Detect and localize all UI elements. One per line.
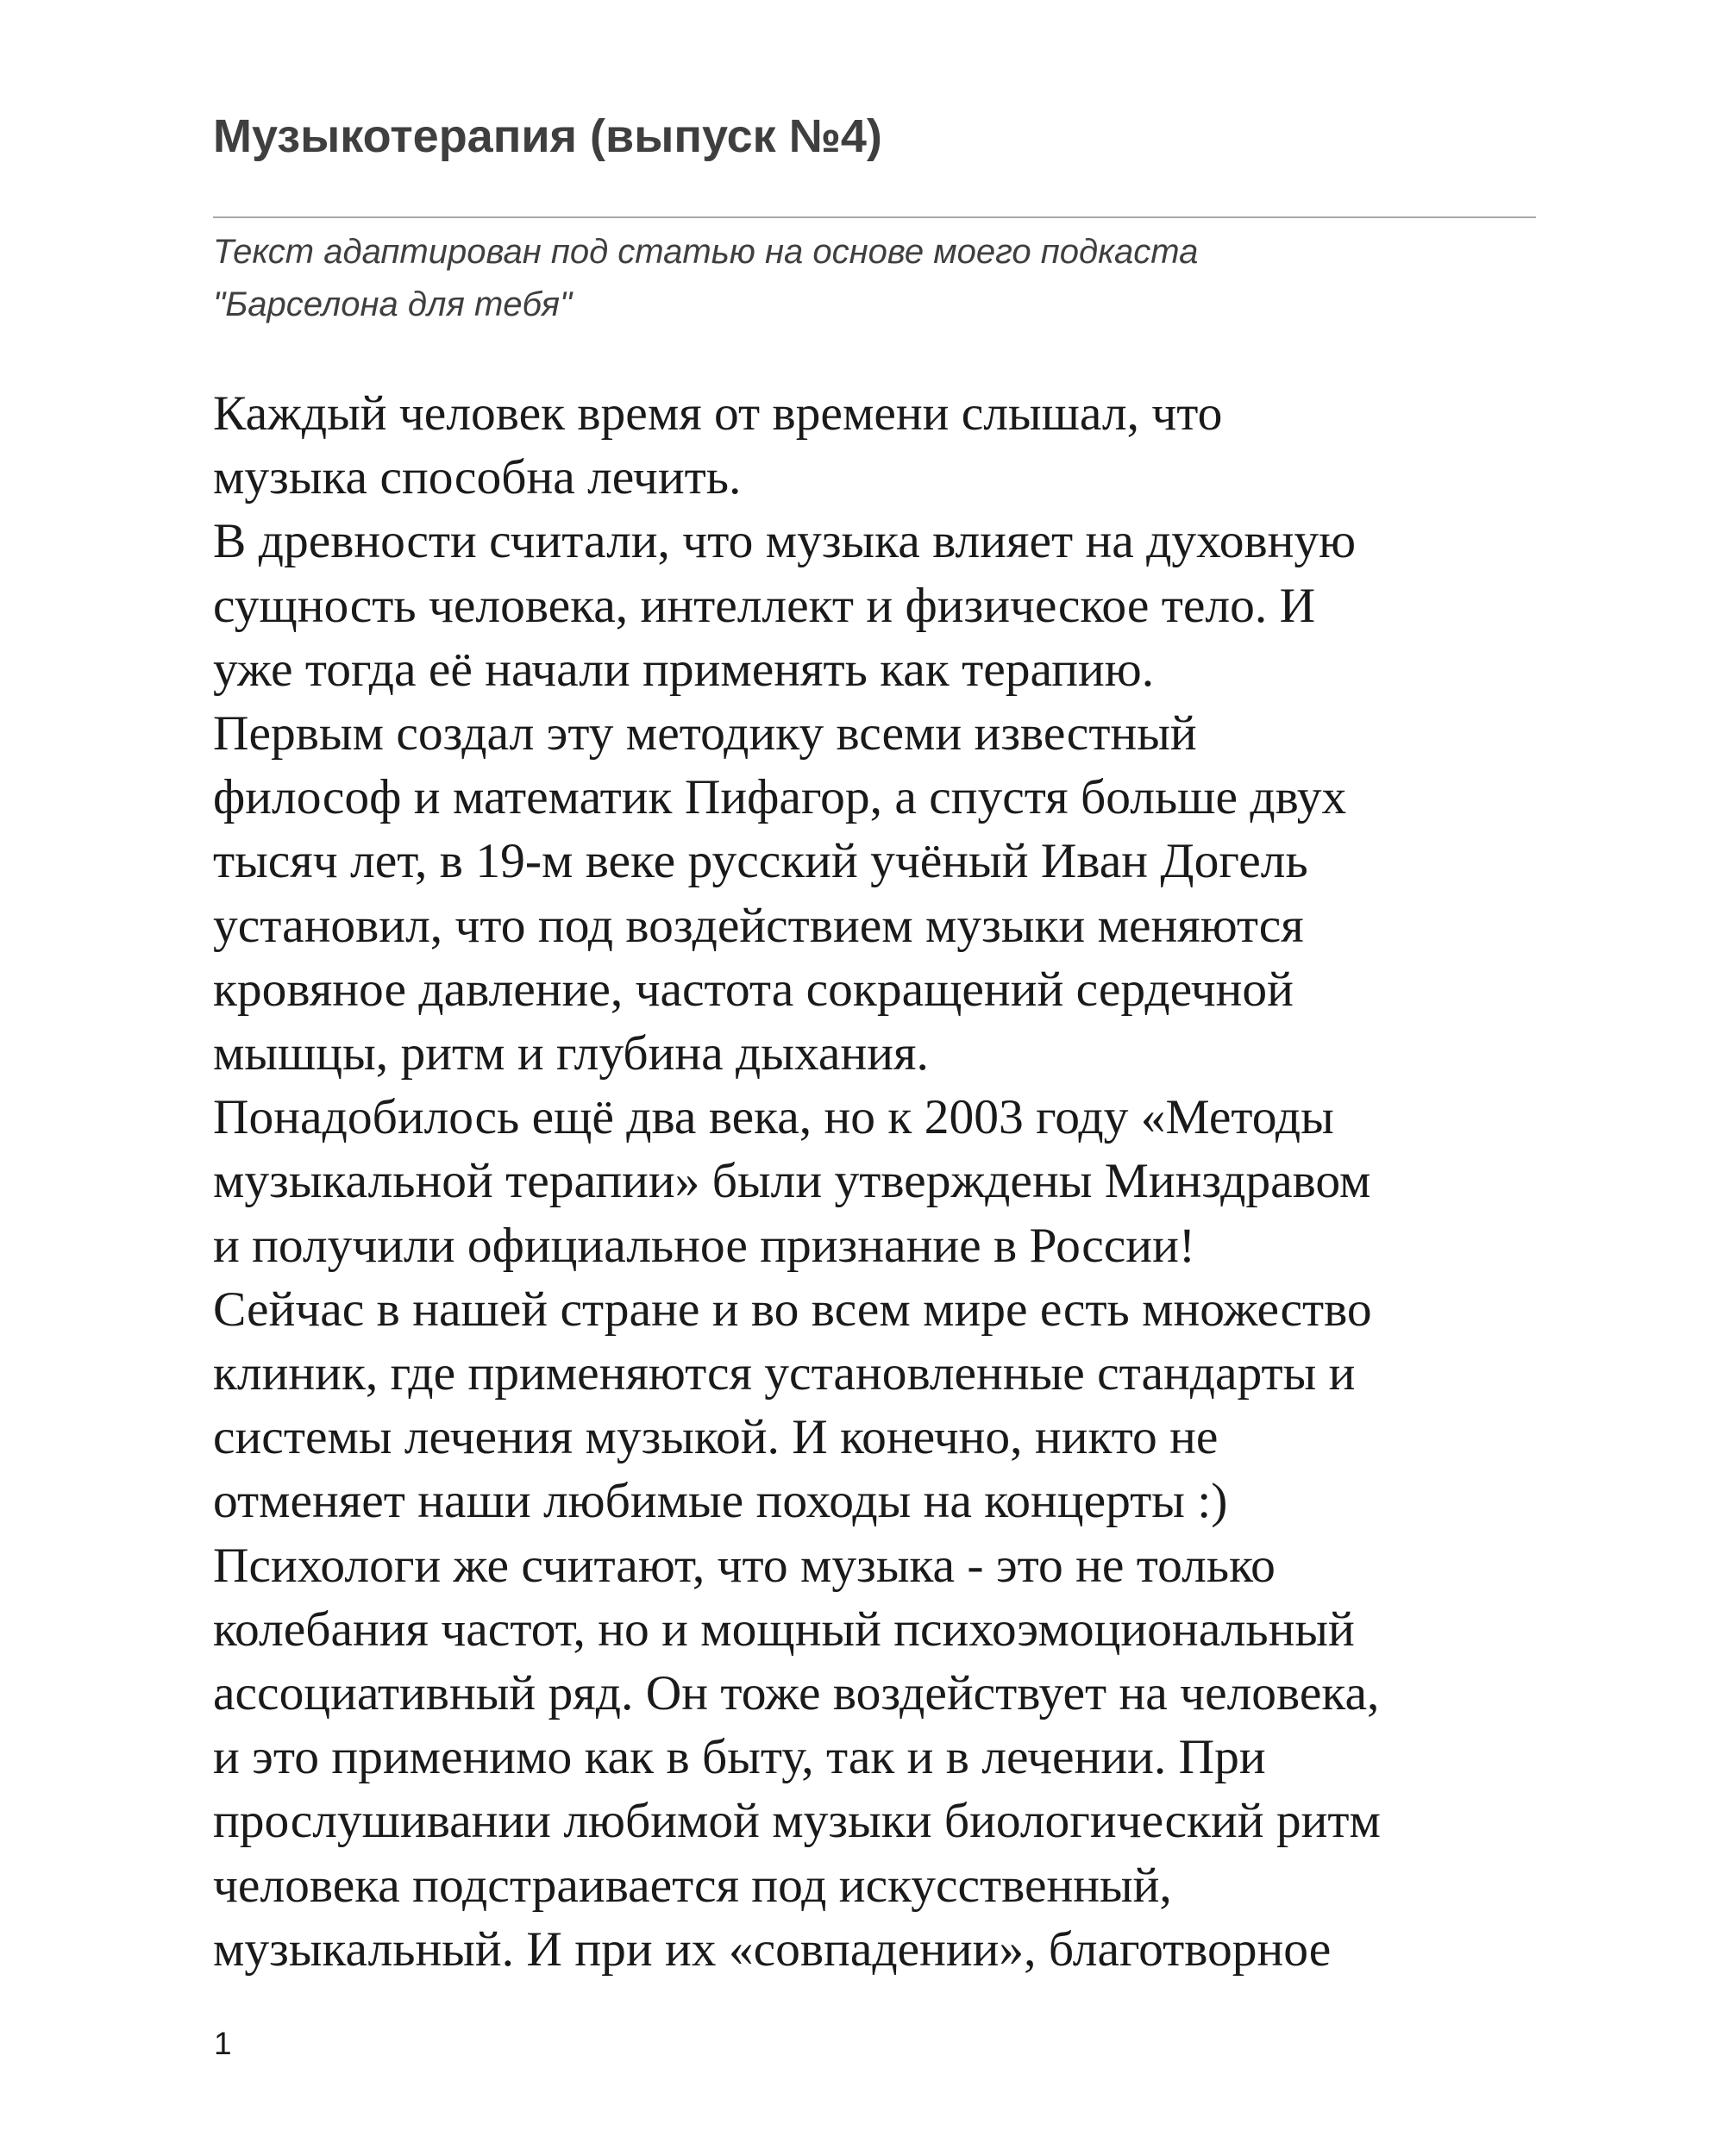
body-line: клиник, где применяются установленные стандарты и bbox=[213, 1346, 1356, 1401]
body-line: прослушивании любимой музыки биологический ритм bbox=[213, 1794, 1381, 1849]
body-line: Понадобилось ещё два века, но к 2003 году «Методы bbox=[213, 1090, 1334, 1145]
body-line: Сейчас в нашей стране и во всем мире есть множество bbox=[213, 1282, 1372, 1337]
body-line: мышцы, ритм и глубина дыхания. bbox=[213, 1026, 929, 1081]
subtitle bbox=[213, 226, 1536, 331]
subtitle-line: Текст адаптирован под статью на основе моего подкаста bbox=[213, 233, 1199, 271]
body-line: музыка способна лечить. bbox=[213, 450, 742, 505]
body-line: Первым создал эту методику всеми известный bbox=[213, 706, 1197, 761]
page-number: 1 bbox=[214, 2026, 232, 2061]
body-line: уже тогда её начали применять как терапию. bbox=[213, 642, 1155, 697]
body-line: философ и математик Пифагор, а спустя больше двух bbox=[213, 770, 1347, 825]
body-line: тысяч лет, в 19-м веке русский учёный Иван Догель bbox=[213, 834, 1308, 889]
body-line: установил, что под воздействием музыки меняются bbox=[213, 898, 1304, 953]
body-line: Каждый человек время от времени слышал, что bbox=[213, 386, 1223, 441]
body-line: музыкальной терапии» были утверждены Минздравом bbox=[213, 1154, 1371, 1209]
body-line: кровяное давление, частота сокращений сердечной bbox=[213, 962, 1294, 1017]
body-text bbox=[213, 382, 1558, 1982]
body-line: и это применимо как в быту, так и в лечении. При bbox=[213, 1730, 1266, 1785]
title-divider bbox=[213, 216, 1536, 218]
subtitle-line: "Барселона для тебя" bbox=[213, 285, 573, 323]
body-line: Психологи же считают, что музыка - это не только bbox=[213, 1538, 1276, 1593]
body-line: колебания частот, но и мощный психоэмоциональный bbox=[213, 1601, 1355, 1657]
body-line: человека подстраивается под искусственный, bbox=[213, 1858, 1172, 1913]
body-line: сущность человека, интеллект и физическое тело. И bbox=[213, 578, 1316, 633]
body-line: и получили официальное признание в России! bbox=[213, 1218, 1195, 1273]
page-title: Музыкотерапия (выпуск №4) bbox=[213, 110, 882, 162]
body-line: В древности считали, что музыка влияет на духовную bbox=[213, 514, 1357, 569]
body-line: ассоциативный ряд. Он тоже воздействует на человека, bbox=[213, 1666, 1380, 1721]
body-line: отменяет наши любимые походы на концерты :) bbox=[213, 1474, 1228, 1529]
body-line: музыкальный. И при их «совпадении», благотворное bbox=[213, 1921, 1332, 1977]
body-line: системы лечения музыкой. И конечно, никто не bbox=[213, 1410, 1219, 1465]
